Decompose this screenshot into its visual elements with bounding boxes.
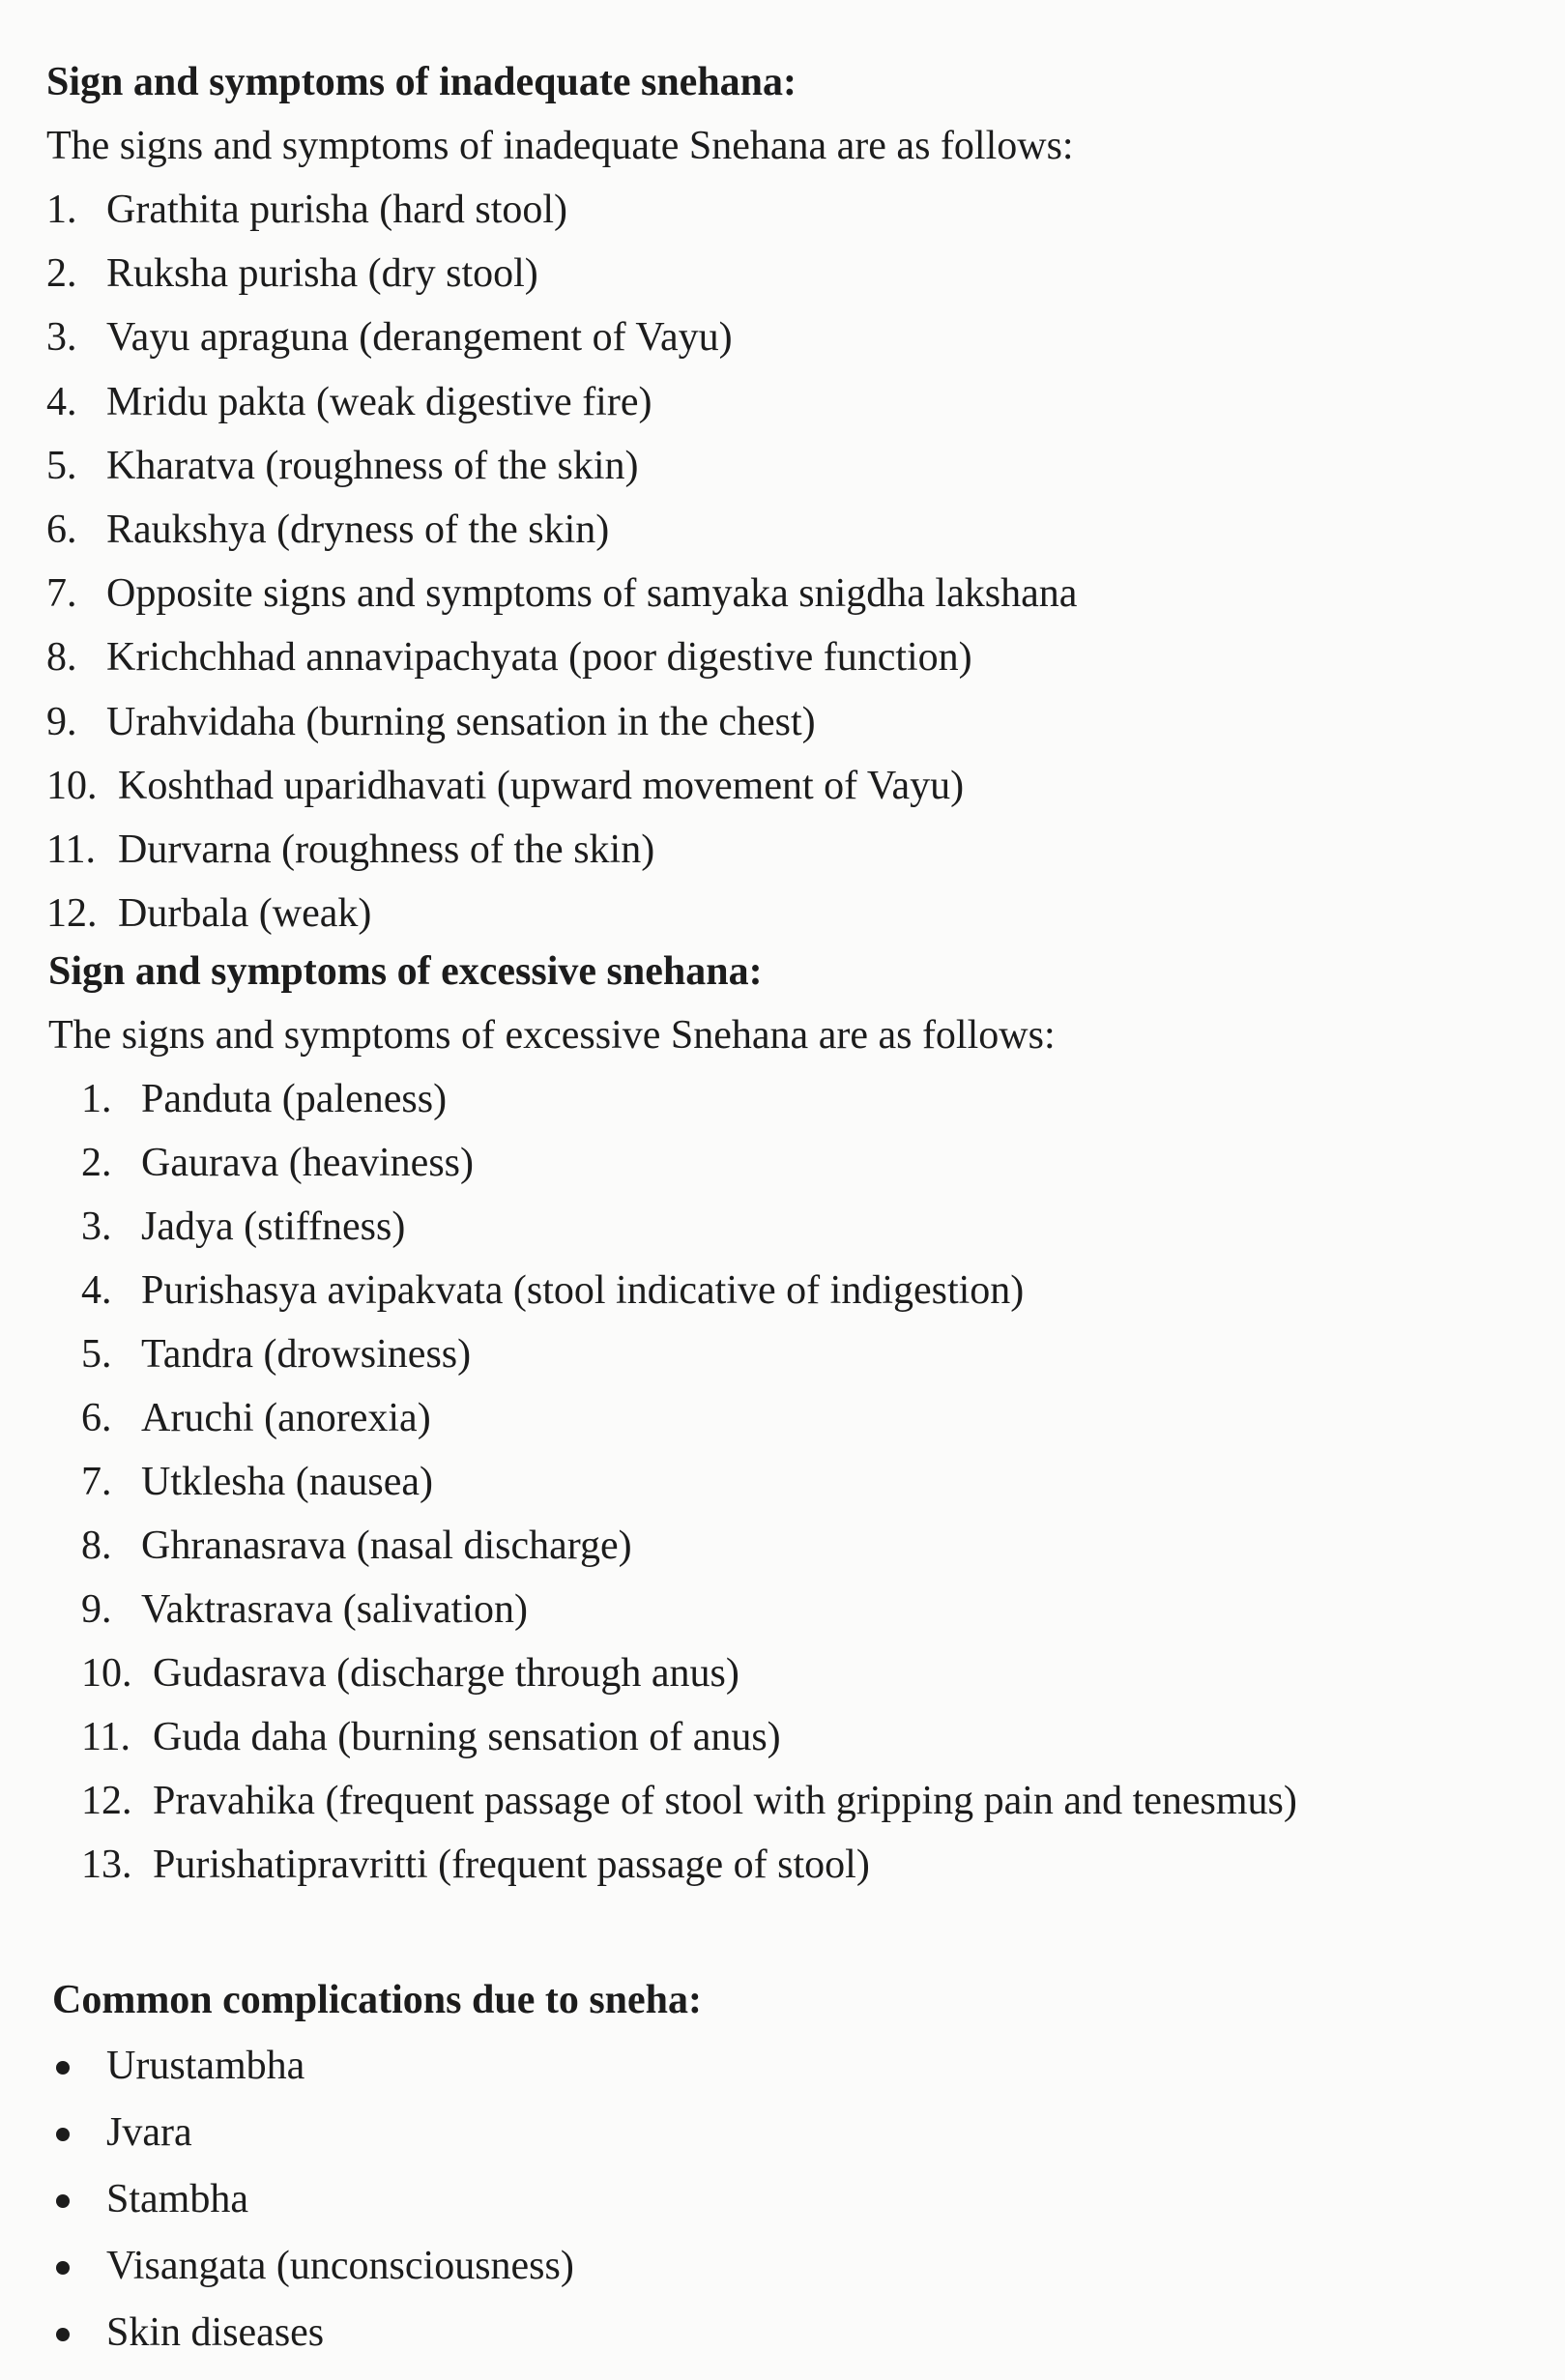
list-item-number: 9. [46,699,77,744]
list-item-text: Aruchi (anorexia) [141,1396,431,1440]
list-item-number: 4. [46,379,77,424]
list-item-number: 11. [81,1715,130,1759]
bullet-icon [56,2328,70,2341]
list-item-text: Grathita purisha (hard stool) [106,188,568,232]
list-item [46,313,733,362]
list-item-number: 2. [46,251,77,297]
list-item-text: Ruksha purisha (dry stool) [106,251,538,297]
list-item [81,1330,471,1379]
list-item-number: 13. [81,1843,132,1887]
list-item-text: Purishatipravritti (frequent passage of stool) [153,1843,870,1887]
section-intro-inadequate: The signs and symptoms of inadequate Snehana are as follows: [46,124,1074,168]
list-item [46,378,652,426]
list-item-text: Krichchhad annavipachyata (poor digestive function) [106,635,972,681]
list-item-number: 3. [81,1205,112,1249]
list-item-text: Raukshya (dryness of the skin) [106,508,610,552]
list-item [46,762,964,810]
list-item-text: Jadya (stiffness) [141,1205,406,1249]
list-item [46,506,609,554]
list-item-text: Panduta (paleness) [141,1077,448,1121]
list-item-number: 3. [46,315,77,361]
list-item-number: 1. [81,1077,112,1121]
list-item-text: Vayu apraguna (derangement of Vayu) [106,315,733,361]
list-item-number: 8. [81,1524,112,1568]
list-item-text: Vaktrasrava (salivation) [141,1587,529,1632]
list-item-text: Durvarna (roughness of the skin) [118,827,655,872]
list-item-number: 4. [81,1268,112,1313]
list-item-number: 9. [81,1587,112,1632]
list-item [46,633,972,682]
list-item-text: Guda daha (burning sensation of anus) [153,1715,781,1759]
list-item [81,1394,431,1442]
list-item-text: Utklesha (nausea) [141,1460,434,1504]
list-item-number: 12. [81,1779,132,1823]
list-item [81,1841,870,1889]
bullet-icon [56,2128,70,2141]
list-item [46,186,567,234]
list-item [81,1585,528,1634]
list-item [81,1713,781,1761]
list-item-number: 7. [81,1460,112,1504]
list-item-text: Gudasrava (discharge through anus) [153,1651,739,1696]
list-item-number: 2. [81,1141,112,1185]
list-item [46,698,816,746]
section-intro-excessive: The signs and symptoms of excessive Snehana are as follows: [48,1013,1056,1058]
bullet-icon [56,2061,70,2075]
list-item-text: Durbala (weak) [118,891,372,937]
list-item-number: 11. [46,827,96,872]
list-item-number: 6. [46,508,77,552]
list-item [46,889,371,938]
bullet-item: Visangata (unconsciousness) [106,2244,574,2288]
list-item-number: 12. [46,891,98,937]
list-item [81,1649,739,1698]
bullet-item: Jvara [106,2110,192,2155]
list-item [46,249,538,298]
section-heading-excessive: Sign and symptoms of excessive snehana: [48,949,763,994]
list-item-text: Urahvidaha (burning sensation in the chest) [106,699,816,744]
list-item-number: 10. [46,763,98,808]
list-item-text: Koshthad uparidhavati (upward movement of Vayu) [118,763,965,808]
list-item [81,1139,474,1187]
section-heading-complications: Common complications due to sneha: [52,1978,703,2022]
list-item [81,1458,433,1506]
list-item [81,1266,1024,1315]
list-item-number: 5. [46,443,77,488]
list-item-text: Opposite signs and symptoms of samyaka snigdha lakshana [106,571,1078,617]
bullet-icon [56,2194,70,2208]
bullet-icon [56,2261,70,2275]
list-item-number: 10. [81,1651,132,1696]
list-item-text: Gaurava (heaviness) [141,1141,474,1185]
list-item-text: Ghranasrava (nasal discharge) [141,1524,632,1568]
list-item [81,1522,632,1570]
list-item [81,1075,447,1123]
list-item [81,1203,405,1251]
list-item-text: Purishasya avipakvata (stool indicative of indigestion) [141,1268,1025,1313]
list-item [46,569,1077,618]
list-item [81,1777,1297,1825]
list-item-text: Pravahika (frequent passage of stool with gripping pain and tenesmus) [153,1779,1297,1823]
list-item-text: Tandra (drowsiness) [141,1332,472,1377]
list-item-number: 1. [46,188,77,232]
bullet-item: Urustambha [106,2044,305,2088]
list-item-number: 8. [46,635,77,681]
list-item [46,826,654,874]
bullet-item: Stambha [106,2177,248,2221]
list-item [46,442,639,490]
list-item-number: 5. [81,1332,112,1377]
list-item-number: 6. [81,1396,112,1440]
section-heading-inadequate: Sign and symptoms of inadequate snehana: [46,60,797,104]
bullet-item: Skin diseases [106,2310,325,2355]
list-item-text: Kharatva (roughness of the skin) [106,443,639,488]
list-item-text: Mridu pakta (weak digestive fire) [106,379,652,424]
list-item-number: 7. [46,571,77,617]
